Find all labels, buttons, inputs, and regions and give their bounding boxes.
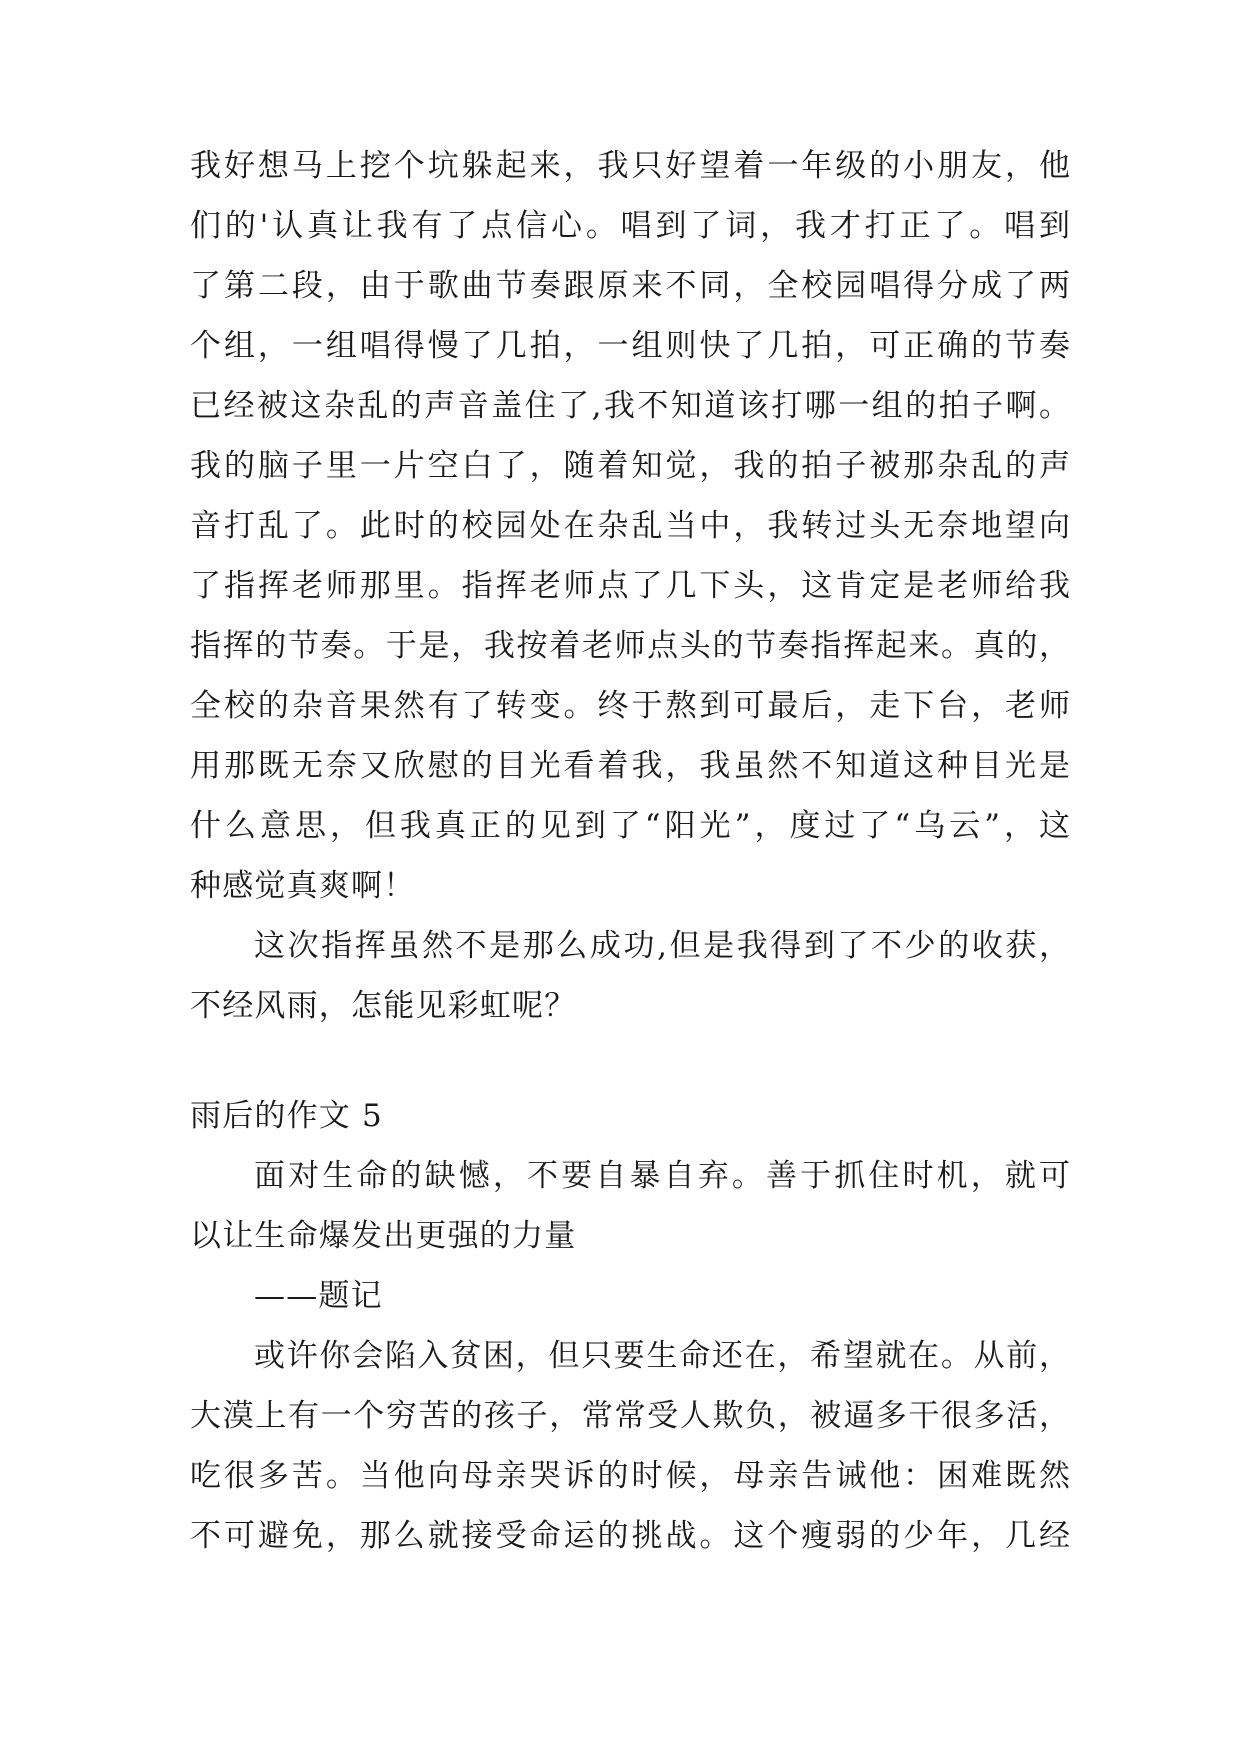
epigraph-line: 面对生命的缺憾，不要自暴自弃。善于抓住时机，就可 [254,1158,1070,1194]
paragraph-line: 指挥的节奏。于是，我按着老师点头的节奏指挥起来。真的， [190,628,1070,664]
paragraph-line: 或许你会陷入贫困，但只要生命还在，希望就在。从前， [254,1338,1070,1374]
paragraph-line: 我好想马上挖个坑躲起来，我只好望着一年级的小朋友，他 [190,148,1070,184]
paragraph-line: 个组，一组唱得慢了几拍，一组则快了几拍，可正确的节奏 [190,328,1070,364]
paragraph-line: 不经风雨，怎能见彩虹呢？ [190,988,577,1024]
paragraph-line: 们的'认真让我有了点信心。唱到了词，我才打正了。唱到 [190,208,1070,244]
paragraph-line: 这次指挥虽然不是那么成功,但是我得到了不少的收获， [254,928,1070,964]
paragraph-line: 用那既无奈又欣慰的目光看着我，我虽然不知道这种目光是 [190,748,1070,784]
paragraph-line: 什么意思，但我真正的见到了“阳光”，度过了“乌云”，这 [190,808,1070,844]
paragraph-line: 全校的杂音果然有了转变。终于熬到可最后，走下台，老师 [190,688,1070,724]
section-title: 雨后的作文 5 [190,1098,383,1134]
paragraph-line: 我的脑子里一片空白了，随着知觉，我的拍子被那杂乱的声 [190,448,1070,484]
paragraph-line: 吃很多苦。当他向母亲哭诉的时候，母亲告诫他：困难既然 [190,1458,1070,1494]
paragraph-line: 了指挥老师那里。指挥老师点了几下头，这肯定是老师给我 [190,568,1070,604]
paragraph-line: 大漠上有一个穷苦的孩子，常常受人欺负，被逼多干很多活， [190,1398,1070,1434]
paragraph-line: 种感觉真爽啊！ [190,868,416,904]
paragraph-line: 已经被这杂乱的声音盖住了,我不知道该打哪一组的拍子啊。 [190,388,1070,424]
epigraph-attribution: ——题记 [254,1278,383,1314]
paragraph-line: 音打乱了。此时的校园处在杂乱当中，我转过头无奈地望向 [190,508,1070,544]
paragraph-line: 了第二段，由于歌曲节奏跟原来不同，全校园唱得分成了两 [190,268,1070,304]
paragraph-line: 不可避免，那么就接受命运的挑战。这个瘦弱的少年，几经 [190,1518,1070,1554]
epigraph-line: 以让生命爆发出更强的力量 [190,1218,577,1254]
